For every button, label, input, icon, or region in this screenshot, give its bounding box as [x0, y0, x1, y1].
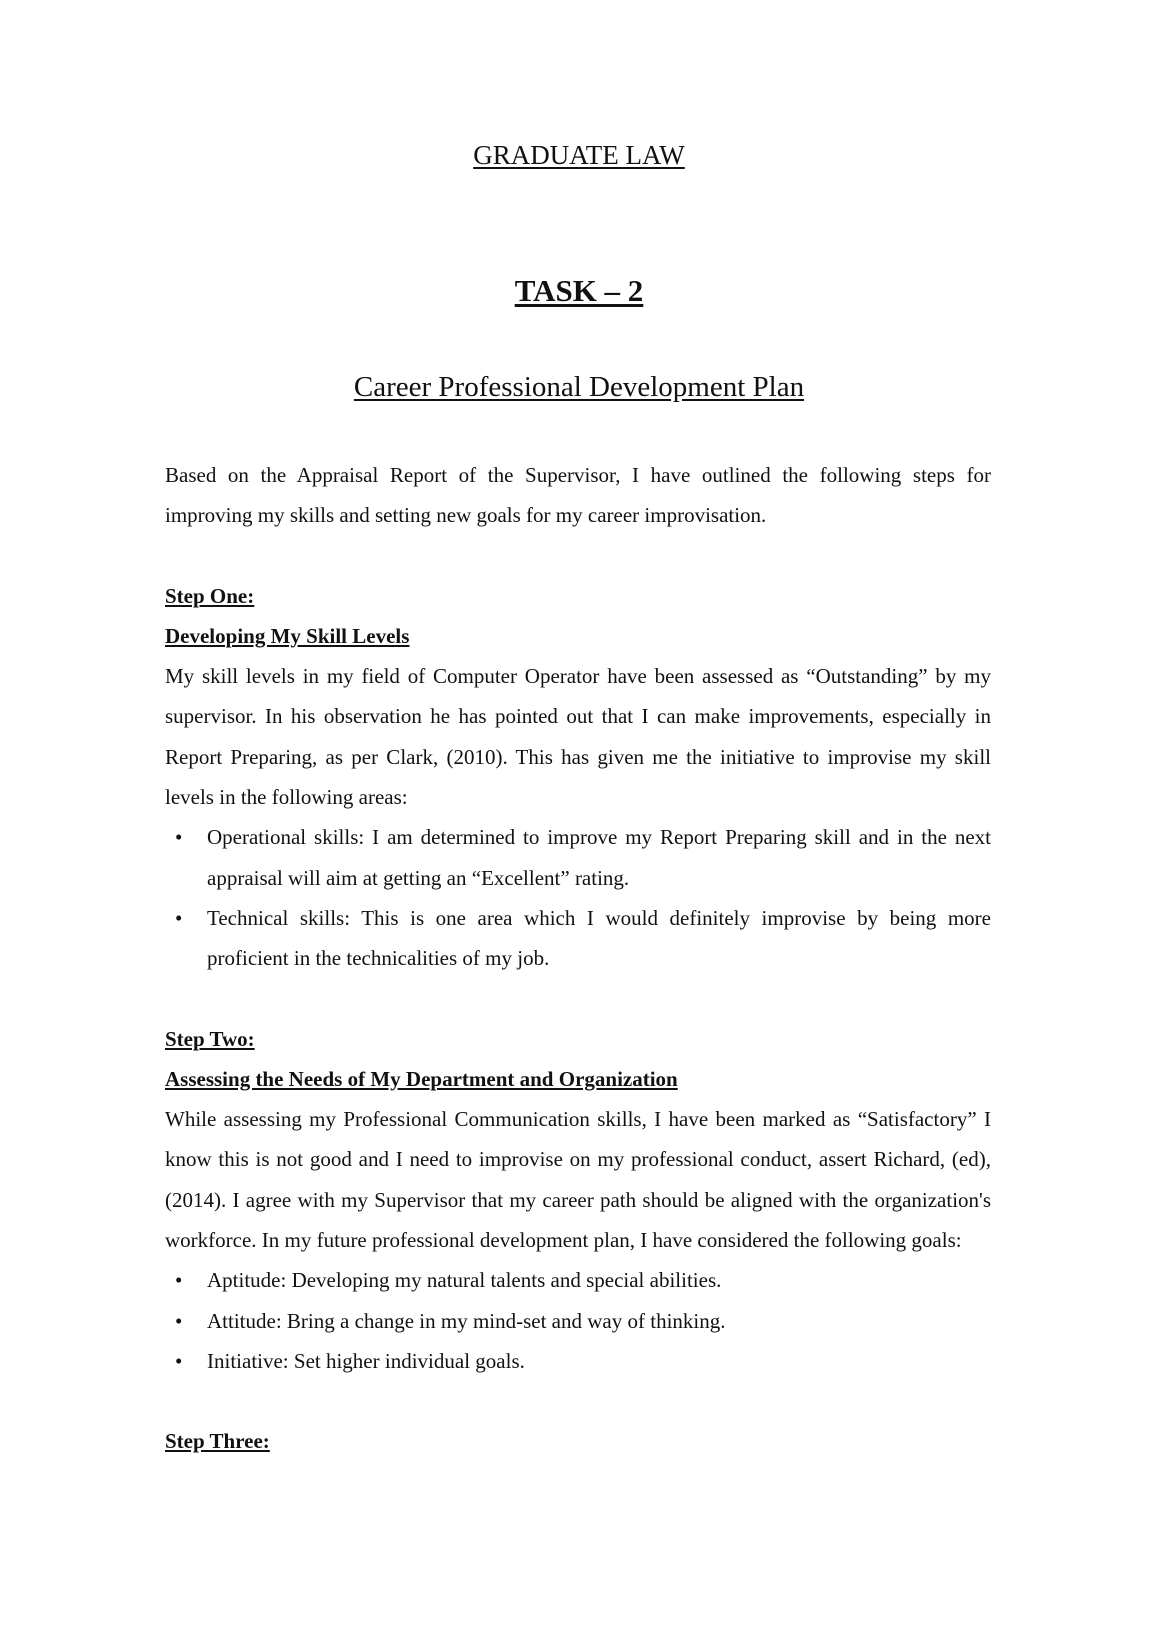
bullet-icon: •: [175, 1308, 183, 1333]
list-item-text: Aptitude: Developing my natural talents and special abilities.: [207, 1268, 722, 1293]
list-item: [165, 1341, 991, 1381]
step-two-paragraph: While assessing my Professional Communication skills, I have been marked as “Satisfactory” I know this is not good and I need to improvise on my professional conduct, assert Richard, (ed), (2014). I agree with my Supervisor that my career path should be aligned with the organization's workforce. In my future professional development plan, I have considered the following goals:: [165, 1107, 991, 1253]
bullet-icon: •: [175, 905, 183, 930]
list-item: [165, 817, 991, 898]
step-one-label: Step One:: [165, 583, 255, 608]
step-two-bullet-list: [165, 1260, 991, 1381]
section-gap: [165, 979, 991, 1019]
section-gap: [165, 1381, 991, 1421]
bullet-icon: •: [175, 825, 183, 850]
course-title: GRADUATE LAW: [473, 140, 685, 170]
list-item: [165, 898, 991, 979]
bullet-icon: •: [175, 1348, 183, 1373]
step-one-heading: Developing My Skill Levels: [165, 623, 410, 648]
step-two-label: Step Two:: [165, 1026, 255, 1051]
step-one-paragraph: My skill levels in my field of Computer Operator have been assessed as “Outstanding” by my supervisor. In his observation he has pointed out that I can make improvements, especially in Report Preparing, as per Clark, (2010). This has given me the initiative to improvise my skill levels in the following areas:: [165, 664, 991, 810]
step-three-label: Step Three:: [165, 1429, 270, 1454]
list-item-text: Technical skills: This is one area which I would definitely improvise by being more proficient in the technicalities of my job.: [207, 905, 991, 971]
task-title: TASK – 2: [514, 273, 644, 308]
list-item: [165, 1260, 991, 1300]
section-gap: [165, 536, 991, 576]
list-item-text: Attitude: Bring a change in my mind-set and way of thinking.: [207, 1308, 726, 1333]
step-two-heading: Assessing the Needs of My Department and Organization: [165, 1066, 678, 1091]
bullet-icon: •: [175, 1268, 183, 1293]
plan-title: Career Professional Development Plan: [353, 371, 805, 403]
list-item-text: Initiative: Set higher individual goals.: [207, 1348, 525, 1373]
intro-paragraph: Based on the Appraisal Report of the Supervisor, I have outlined the following steps for improving my skills and setting new goals for my career improvisation.: [165, 463, 991, 528]
step-one-bullet-list: [165, 817, 991, 978]
document-body: [165, 455, 991, 1462]
list-item: [165, 1301, 991, 1341]
list-item-text: Operational skills: I am determined to improve my Report Preparing skill and in the next appraisal will aim at getting an “Excellent” rating.: [207, 825, 991, 890]
